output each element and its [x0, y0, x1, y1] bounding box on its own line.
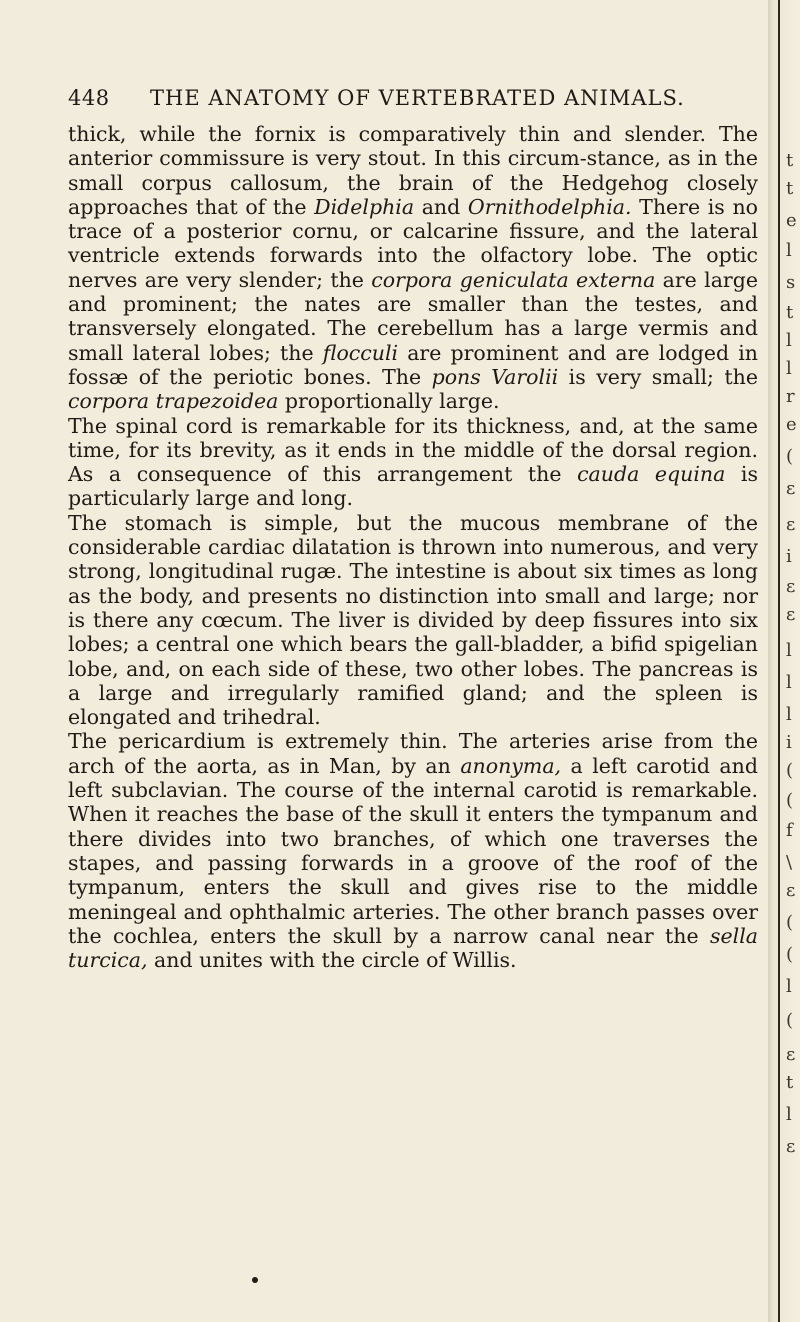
italic-term: corpora geniculata externa [371, 267, 656, 292]
edge-fragment: ( [786, 446, 794, 467]
running-title: THE ANATOMY OF VERTEBRATED ANIMALS. [150, 86, 685, 110]
italic-term: flocculi [322, 340, 399, 365]
text-run: The pericardium is extremely thin. The arteries arise from the arch of the aorta, as in Man, by an [68, 729, 758, 778]
italic-term: pons Varolii [431, 364, 559, 389]
edge-fragment: e [786, 210, 797, 231]
paragraph [68, 511, 758, 730]
running-head [68, 86, 748, 116]
edge-fragment: ε [786, 880, 796, 901]
paragraph [68, 729, 758, 972]
edge-fragment: ε [786, 1044, 796, 1065]
edge-fragment: l [786, 976, 792, 997]
edge-fragment: l [786, 704, 792, 725]
paragraph [68, 122, 758, 414]
text-run: are prominent and are lodged in fossæ of the periotic bones. The [68, 340, 758, 389]
edge-fragment: f [786, 820, 793, 841]
text-run: a left carotid and left subclavian. The course of the internal carotid is remarkable. When it reaches the base of the skull it enters the tympanum and there divides into two branches, of which one traverses the stapes, and passing forwards in a groove of the roof of the tympanum, enters the skull and gives rise to the middle meningeal and ophthalmic arteries. The other branch passes over the cochlea, enters the skull by a narrow canal near the [68, 753, 758, 948]
edge-fragment: t [786, 302, 794, 323]
paragraph [68, 414, 758, 511]
text-run: The spinal cord is remarkable for its thickness, and, at the same time, for its brevity, as it ends in the middle of the dorsal region. As a consequence of this arrangement the [68, 413, 758, 487]
printer-mark [252, 1277, 258, 1283]
body-text [68, 122, 758, 972]
edge-fragment: s [786, 272, 796, 293]
italic-term: Didelphia [314, 194, 415, 219]
edge-fragment: ( [786, 760, 794, 781]
text-run: is very small; the [558, 364, 758, 389]
edge-fragment: ( [786, 912, 794, 933]
edge-fragment: l [786, 240, 792, 261]
edge-fragment: r [786, 386, 795, 407]
italic-term: anonyma, [460, 753, 562, 778]
edge-fragment: l [786, 330, 792, 351]
edge-fragment: ε [786, 576, 796, 597]
edge-fragment: ε [786, 478, 796, 499]
text-run: and [414, 194, 468, 219]
edge-fragment: ε [786, 514, 796, 535]
edge-fragment: ε [786, 1136, 796, 1157]
edge-fragment: i [786, 546, 792, 567]
italic-term: cauda equina [577, 462, 726, 487]
edge-fragment: l [786, 1104, 792, 1125]
edge-fragment: e [786, 414, 797, 435]
edge-fragment: t [786, 1072, 794, 1093]
edge-fragment: i [786, 732, 792, 753]
edge-fragment: \ [786, 852, 793, 873]
italic-term: corpora trapezoidea [68, 389, 279, 414]
edge-fragment: l [786, 672, 792, 693]
edge-fragment: ( [786, 790, 794, 811]
edge-fragment: l [786, 358, 792, 379]
text-run: thick, while the fornix is comparatively thin and slender. The anterior commissure is very stout. In this circum-stance, as in the small corpus callosum, the brain of the Hedgehog closely approaches that of the [68, 122, 758, 219]
edge-fragment: t [786, 150, 794, 171]
edge-fragment: ε [786, 604, 796, 625]
text-run: There is no trace of a posterior cornu, or calcarine fissure, and the lateral ventricle extends forwards into the olfactory lobe. The optic nerves are very slender; the [68, 194, 758, 292]
text-run: and unites with the circle of Willis. [147, 948, 517, 973]
edge-fragment: t [786, 178, 794, 199]
page-number: 448 [68, 86, 110, 110]
binding-rule [778, 0, 780, 1322]
italic-term: Ornithodelphia. [467, 194, 632, 219]
edge-fragment: ( [786, 944, 794, 965]
text-run: proportionally large. [278, 389, 500, 414]
italic-term: sella turcica, [68, 923, 758, 973]
edge-fragment: ( [786, 1010, 794, 1031]
text-run: are large and prominent; the nates are smaller than the testes, and transversely elongated. The cerebellum has a large vermis and small lateral lobes; the [68, 267, 758, 365]
text-run: is particularly large and long. [68, 462, 758, 511]
text-run: The stomach is simple, but the mucous membrane of the considerable cardiac dilatation is thrown into numerous, and very strong, longitudinal rugæ. The intestine is about six times as long as the body, and presents no distinction into small and large; nor is there any cœcum. The liver is divided by deep fissures into six lobes; a central one which bears the gall-bladder, a bifid spigelian lobe, and, on each side of these, two other lobes. The pancreas is a large and irregularly ramified gland; and the spleen is elongated and trihedral. [68, 510, 758, 730]
edge-fragment: l [786, 640, 792, 661]
